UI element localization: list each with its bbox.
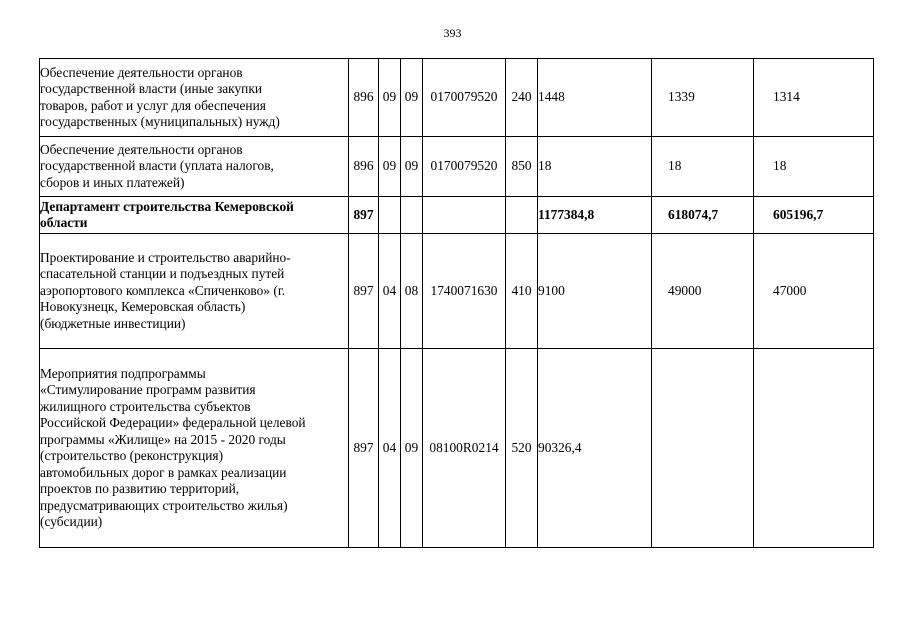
name-line: Обеспечение деятельности органов	[40, 64, 243, 80]
table-row	[40, 137, 874, 197]
amount-year-3: 18	[754, 137, 874, 197]
amount-year-3: 1314	[754, 59, 874, 137]
name-line: автомобильных дорог в рамках реализации	[40, 464, 287, 480]
expense-type-code: 410	[506, 234, 538, 349]
amount-year-1: 9100	[538, 234, 652, 349]
table-row	[40, 59, 874, 137]
target-article-code: 08100R0214	[423, 349, 506, 548]
target-article-code: 0170079520	[423, 59, 506, 137]
amount-year-3: 605196,7	[754, 197, 874, 234]
amount-year-2: 18	[652, 137, 754, 197]
name-line: области	[40, 215, 88, 230]
page-number: 393	[443, 26, 462, 40]
amount-year-3	[754, 349, 874, 548]
amount-year-2: 1339	[652, 59, 754, 137]
budget-table	[39, 58, 874, 548]
section-code	[379, 197, 401, 234]
name-line: государственной власти (иные закупки	[40, 81, 263, 96]
name-line: проектов по развитию территорий,	[40, 481, 240, 496]
row-name-cell	[40, 349, 349, 548]
ministry-code: 896	[349, 137, 379, 197]
subsection-code	[401, 197, 423, 234]
expense-type-code: 850	[506, 137, 538, 197]
name-line: Новокузнецк, Кемеровская область)	[40, 299, 246, 315]
section-code: 04	[379, 234, 401, 349]
table-row-department	[40, 197, 874, 234]
name-line: аэропортового комплекса «Спиченково» (г.	[40, 282, 286, 298]
amount-year-1: 18	[538, 137, 652, 197]
amount-year-3: 47000	[754, 234, 874, 349]
subsection-code: 08	[401, 234, 423, 349]
amount-year-1: 1448	[538, 59, 652, 137]
name-line: (бюджетные инвестиции)	[40, 315, 186, 331]
name-line: государственных (муниципальных) нужд)	[40, 114, 280, 129]
name-line: жилищного строительства субъектов	[40, 398, 251, 414]
amount-year-2: 49000	[652, 234, 754, 349]
expense-type-code	[506, 197, 538, 234]
table-row	[40, 234, 874, 349]
name-line: Проектирование и строительство аварийно-	[40, 249, 291, 265]
name-line: (субсидии)	[40, 514, 103, 529]
row-name-cell	[40, 59, 349, 137]
ministry-code: 896	[349, 59, 379, 137]
ministry-code: 897	[349, 197, 379, 234]
ministry-code: 897	[349, 349, 379, 548]
name-line: товаров, работ и услуг для обеспечения	[40, 97, 266, 113]
name-line: предусматривающих строительство жилья)	[40, 497, 288, 513]
section-code: 09	[379, 59, 401, 137]
target-article-code	[423, 197, 506, 234]
name-line: Департамент строительства Кемеровской	[40, 198, 294, 214]
row-name-cell	[40, 137, 349, 197]
subsection-code: 09	[401, 349, 423, 548]
target-article-code: 1740071630	[423, 234, 506, 349]
expense-type-code: 520	[506, 349, 538, 548]
name-line: Российской Федерации» федеральной целевой	[40, 415, 306, 430]
amount-year-2: 618074,7	[652, 197, 754, 234]
name-line: сборов и иных платежей)	[40, 174, 185, 190]
name-line: Мероприятия подпрограммы	[40, 365, 206, 381]
row-name-cell	[40, 234, 349, 349]
subsection-code: 09	[401, 137, 423, 197]
name-line: (строительство (реконструкция)	[40, 448, 224, 463]
target-article-code: 0170079520	[423, 137, 506, 197]
subsection-code: 09	[401, 59, 423, 137]
section-code: 09	[379, 137, 401, 197]
row-name-cell	[40, 197, 349, 234]
expense-type-code: 240	[506, 59, 538, 137]
name-line: Обеспечение деятельности органов	[40, 141, 243, 157]
name-line: программы «Жилище» на 2015 - 2020 годы	[40, 431, 286, 447]
amount-year-1: 1177384,8	[538, 197, 652, 234]
amount-year-2	[652, 349, 754, 548]
table-row	[40, 349, 874, 548]
amount-year-1: 90326,4	[538, 349, 652, 548]
ministry-code: 897	[349, 234, 379, 349]
name-line: спасательной станции и подъездных путей	[40, 266, 285, 282]
section-code: 04	[379, 349, 401, 548]
name-line: «Стимулирование программ развития	[40, 382, 256, 397]
name-line: государственной власти (уплата налогов,	[40, 158, 274, 174]
